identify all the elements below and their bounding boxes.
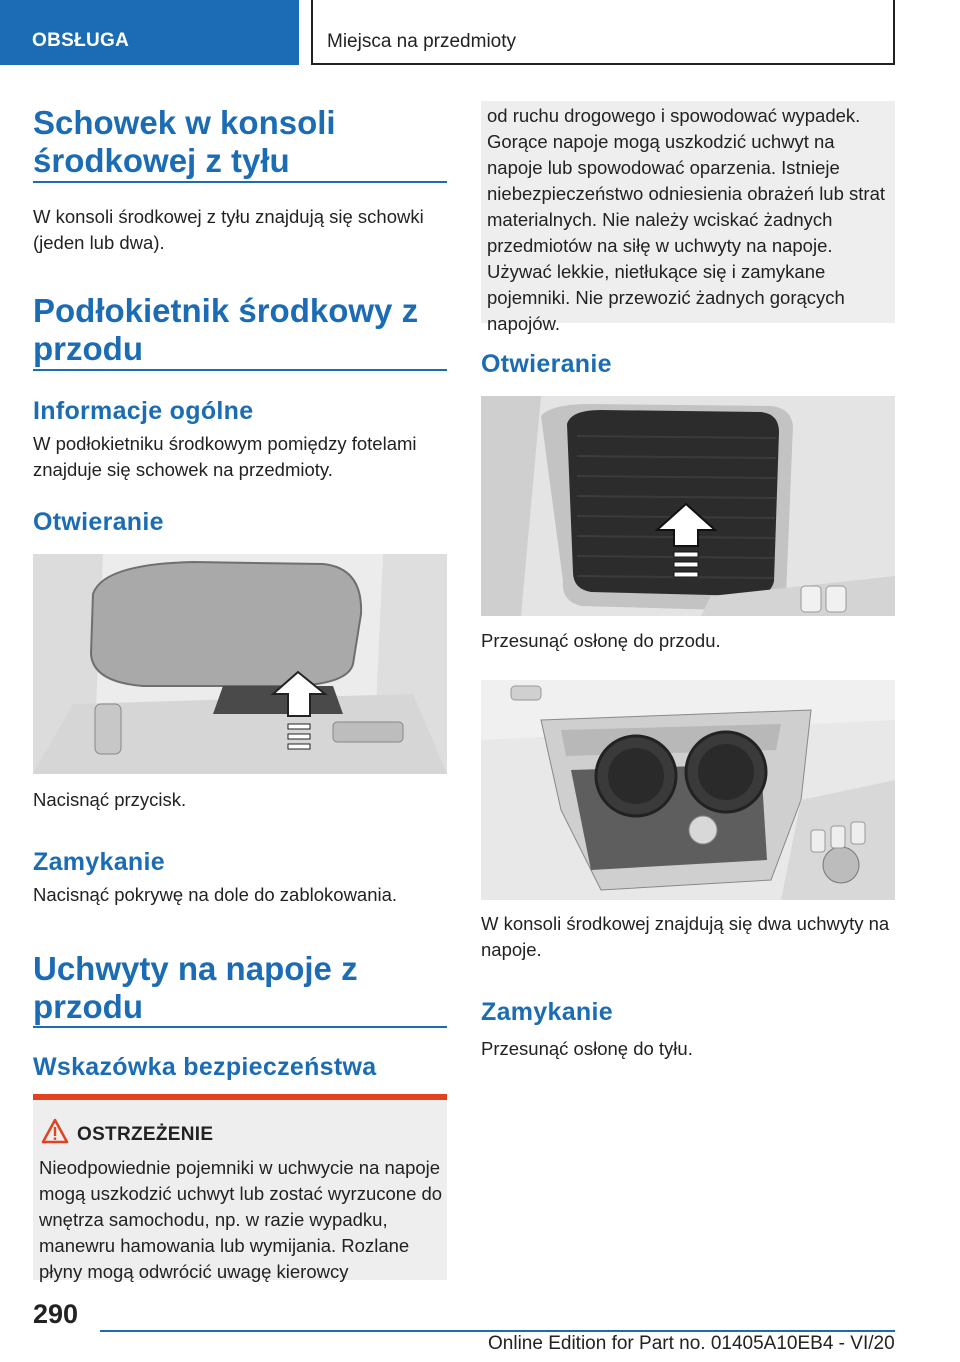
chapter-title: Miejsca na przedmioty [327, 31, 517, 52]
subheading-closing: Zamykanie [33, 848, 165, 876]
chapter-tab [311, 0, 895, 65]
heading-rule [33, 369, 447, 371]
warning-box [33, 1100, 447, 1280]
warning-text: Nieodpowiednie pojemniki w uchwycie na napoje mogą uszkodzić uchwyt lub zostać wyrzucone do wnętrza samochodu, np. w razie wypadku, manewru hamowania lub wymijania. Rozlane płyny mogą odwrócić uwagę kierowcy [39, 1157, 443, 1282]
paragraph-closing: Nacisnąć pokrywę na dole do zablokowania. [33, 884, 398, 905]
subheading-closing: Zamykanie [481, 998, 613, 1026]
warning-title: OSTRZEŻENIE [77, 1124, 214, 1145]
cup-holders-illustration [481, 680, 895, 900]
subheading-general-info: Informacje ogólne [33, 397, 254, 425]
armrest-illustration [33, 554, 447, 774]
paragraph-closing: Przesunąć osłonę do tyłu. [481, 1038, 693, 1059]
warning-triangle-icon [41, 1118, 69, 1144]
heading-front-armrest: Podłokietnik środkowy z przodu [33, 292, 419, 367]
caption-slide-forward: Przesunąć osłonę do przodu. [481, 630, 721, 651]
warning-continuation-text: od ruchu drogowego i spowodować wypadek. Gorące napoje mogą uszkodzić uchwyt na napoje lub spowodować oparzenia. Istnieje niebezpieczeństwo odniesienia obrażeń lub strat materialnych. Nie należy wciskać żadnych przedmiotów na siłę w uchwyty na napoje. Używać lekkie, nietłukące się i zamykane pojemniki. Nie przewozić żadnych gorących napojów. [487, 105, 886, 334]
caption-two-cup-holders: W konsoli środkowej znajdują się dwa uchwyty na napoje. [481, 913, 890, 960]
heading-rule [33, 1026, 447, 1028]
footer-edition: Online Edition for Part no. 01405A10EB4 - VI/20 [488, 1333, 895, 1354]
subheading-opening: Otwieranie [481, 350, 612, 378]
subheading-safety: Wskazówka bezpieczeństwa [33, 1053, 377, 1081]
footer-rule [100, 1330, 895, 1332]
cover-slide-illustration [481, 396, 895, 616]
heading-rule [33, 181, 447, 183]
paragraph-general-info: W podłokietniku środkowym pomiędzy fotelami znajduje się schowek na przedmioty. [33, 433, 417, 480]
page-number: 290 [33, 1299, 79, 1329]
paragraph-rear-console: W konsoli środkowej z tyłu znajdują się schowki (jeden lub dwa). [33, 206, 424, 253]
caption-press-button: Nacisnąć przycisk. [33, 789, 187, 810]
heading-cup-holders: Uchwyty na napoje z przodu [33, 950, 358, 1025]
heading-rear-console-storage: Schowek w konsoli środkowej z tyłu [33, 104, 336, 179]
warning-continuation-box [481, 101, 895, 334]
subheading-opening: Otwieranie [33, 508, 164, 536]
section-tab [0, 0, 299, 65]
section-title: OBSŁUGA [32, 30, 130, 51]
